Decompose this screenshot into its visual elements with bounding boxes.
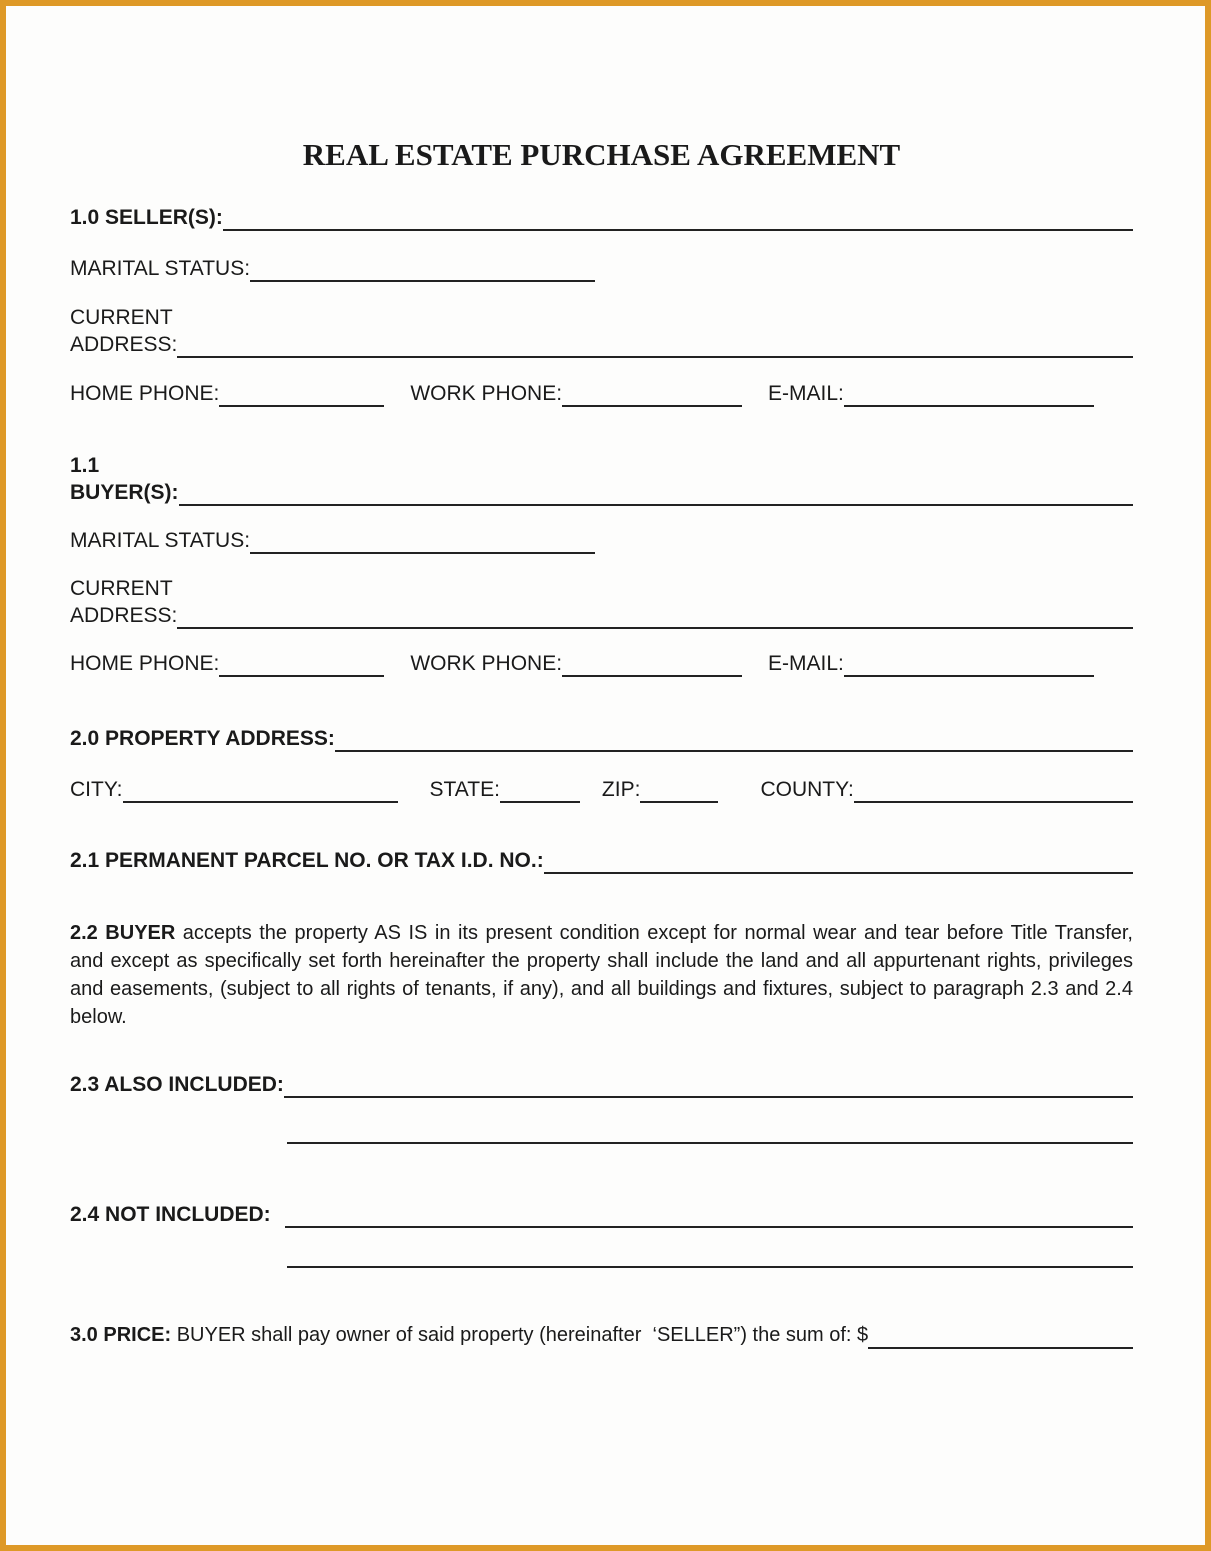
buyer-section-number: 1.1 xyxy=(70,454,100,477)
also-included-continuation-row xyxy=(70,1120,1133,1144)
seller-marital-status-label: MARITAL STATUS: xyxy=(70,257,251,280)
buyer-email-label: E-MAIL: xyxy=(768,652,844,675)
also-included-row xyxy=(70,1071,1133,1098)
buyer-home-phone-blank xyxy=(219,653,384,677)
also-included-blank-2 xyxy=(287,1120,1133,1144)
also-included-blank xyxy=(284,1074,1133,1098)
buyer-phones-row xyxy=(70,650,1133,677)
buyer-address-block xyxy=(70,575,1133,629)
seller-current-label: CURRENT xyxy=(70,306,173,329)
buyer-heading-block xyxy=(70,452,1133,506)
county-blank xyxy=(854,779,1133,803)
seller-marital-row xyxy=(70,255,1133,282)
price-amount-blank xyxy=(868,1325,1133,1349)
seller-email-blank xyxy=(844,383,1094,407)
as-is-clause-lead: 2.2 BUYER xyxy=(70,922,176,944)
seller-home-phone-blank xyxy=(219,383,384,407)
parcel-heading: 2.1 PERMANENT PARCEL NO. OR TAX I.D. NO.: xyxy=(70,849,544,872)
not-included-continuation-row xyxy=(70,1244,1133,1268)
buyer-current-label: CURRENT xyxy=(70,577,173,600)
not-included-row xyxy=(70,1201,1133,1228)
seller-heading: 1.0 SELLER(S): xyxy=(70,206,223,229)
seller-phones-row xyxy=(70,380,1133,407)
zip-blank xyxy=(640,779,718,803)
state-label: STATE: xyxy=(429,778,500,801)
seller-heading-row xyxy=(70,204,1133,231)
parcel-heading-row xyxy=(70,847,1133,874)
buyer-marital-status-blank xyxy=(250,530,595,554)
document-title: REAL ESTATE PURCHASE AGREEMENT xyxy=(302,137,901,172)
property-heading: 2.0 PROPERTY ADDRESS: xyxy=(70,727,335,750)
parcel-number-blank xyxy=(544,850,1133,874)
seller-name-blank xyxy=(223,207,1133,231)
seller-address-blank xyxy=(177,334,1133,358)
buyer-home-phone-label: HOME PHONE: xyxy=(70,652,220,675)
buyer-work-phone-label: WORK PHONE: xyxy=(410,652,563,675)
buyer-address-blank xyxy=(177,605,1133,629)
price-lead: 3.0 PRICE: xyxy=(70,1324,172,1346)
city-blank xyxy=(123,779,398,803)
buyer-email-blank xyxy=(844,653,1094,677)
state-blank xyxy=(500,779,580,803)
seller-email-label: E-MAIL: xyxy=(768,382,844,405)
not-included-blank-2 xyxy=(287,1244,1133,1268)
seller-work-phone-label: WORK PHONE: xyxy=(410,382,563,405)
city-state-zip-county-row xyxy=(70,776,1133,803)
property-heading-row xyxy=(70,725,1133,752)
as-is-clause xyxy=(70,919,1133,1031)
seller-home-phone-label: HOME PHONE: xyxy=(70,382,220,405)
also-included-heading: 2.3 ALSO INCLUDED: xyxy=(70,1073,284,1096)
not-included-blank xyxy=(285,1204,1133,1228)
zip-label: ZIP: xyxy=(601,778,641,801)
price-row xyxy=(70,1322,1133,1349)
city-label: CITY: xyxy=(70,778,123,801)
seller-work-phone-blank xyxy=(562,383,742,407)
buyer-marital-status-label: MARITAL STATUS: xyxy=(70,529,251,552)
property-address-blank xyxy=(335,728,1133,752)
seller-marital-status-blank xyxy=(250,258,595,282)
seller-address-label: ADDRESS: xyxy=(70,333,178,356)
price-body: BUYER shall pay owner of said property (hereinafter ‘SELLER”) the sum of: $ xyxy=(171,1324,869,1346)
not-included-heading: 2.4 NOT INCLUDED: xyxy=(70,1203,271,1226)
buyer-marital-row xyxy=(70,527,1133,554)
buyer-address-label: ADDRESS: xyxy=(70,604,178,627)
buyer-work-phone-blank xyxy=(562,653,742,677)
as-is-clause-body: accepts the property AS IS in its present condition except for normal wear and tear before Title Transfer, and except as specifically set forth hereinafter the property shall include the land and all appurtenant rights, privileges and easements, (subject to all rights of tenants, if any), and all buildings and fixtures, subject to paragraph 2.3 and 2.4 below. xyxy=(70,922,1133,1028)
county-label: COUNTY: xyxy=(760,778,854,801)
buyer-name-blank xyxy=(179,482,1134,506)
seller-address-block xyxy=(70,304,1133,358)
buyer-heading: BUYER(S): xyxy=(70,481,179,504)
